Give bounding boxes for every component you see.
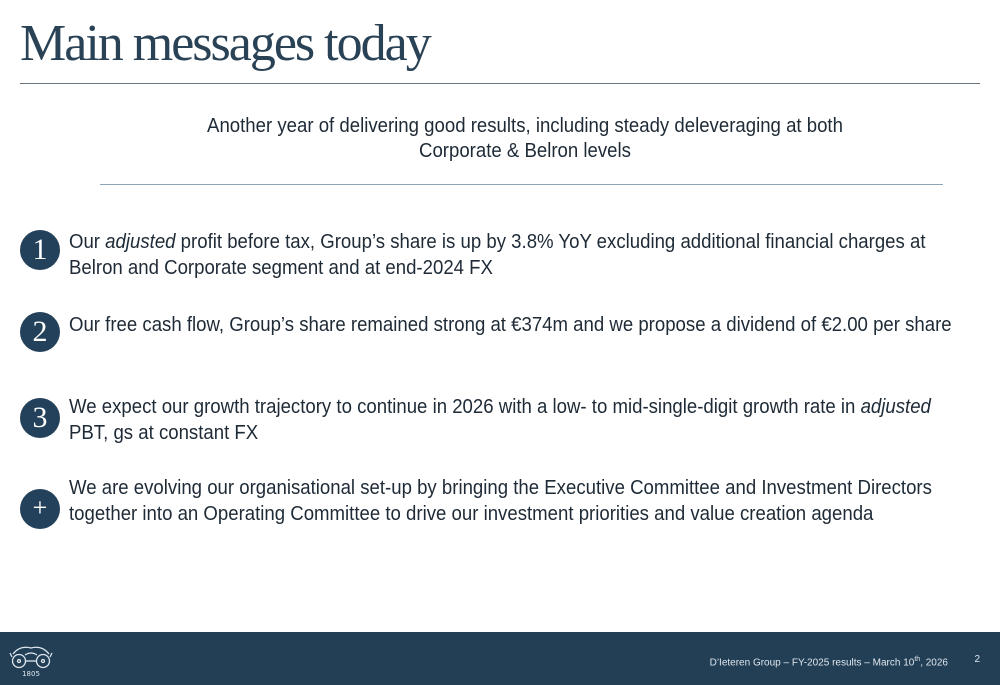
message-2-text: Our free cash flow, Group’s share remained strong at €374m and we propose a dividend of €2.00 per share — [69, 314, 952, 336]
page-number: 2 — [974, 654, 980, 665]
carriage-logo-icon — [8, 642, 54, 678]
adjusted-emphasis: adjusted — [105, 231, 176, 253]
adjusted-emphasis: adjusted — [860, 396, 931, 418]
page-title: Main messages today — [20, 15, 430, 72]
footer-caption: D’Ieteren Group – FY-2025 results – March 10th, 2026 — [709, 656, 948, 669]
number-badge-1: 1 — [20, 230, 60, 270]
message-1-text: Our adjusted profit before tax, Group’s share is up by 3.8% YoY excluding additional financial charges at Belron and Corporate segment and at end-2024 FX — [69, 231, 926, 279]
footer-bar — [0, 632, 1000, 685]
subtitle-line-2: Corporate & Belron levels — [419, 140, 631, 162]
key-subtitle — [130, 114, 921, 164]
number-badge-2: 2 — [20, 312, 60, 352]
message-3-text: We expect our growth trajectory to continue in 2026 with a low- to mid-single-digit growth rate in adjusted PBT, gs at constant FX — [69, 396, 931, 444]
plus-badge: + — [20, 489, 60, 529]
logo-year: 1805 — [22, 670, 40, 678]
message-4-text: We are evolving our organisational set-up by bringing the Executive Committee and Investment Directors together into an Operating Committee to drive our investment priorities and value creation agenda — [69, 477, 932, 525]
title-divider — [20, 83, 980, 84]
number-badge-3: 3 — [20, 398, 60, 438]
subtitle-line-1: Another year of delivering good results, including steady deleveraging at both — [207, 115, 843, 137]
subtitle-divider — [100, 184, 943, 185]
